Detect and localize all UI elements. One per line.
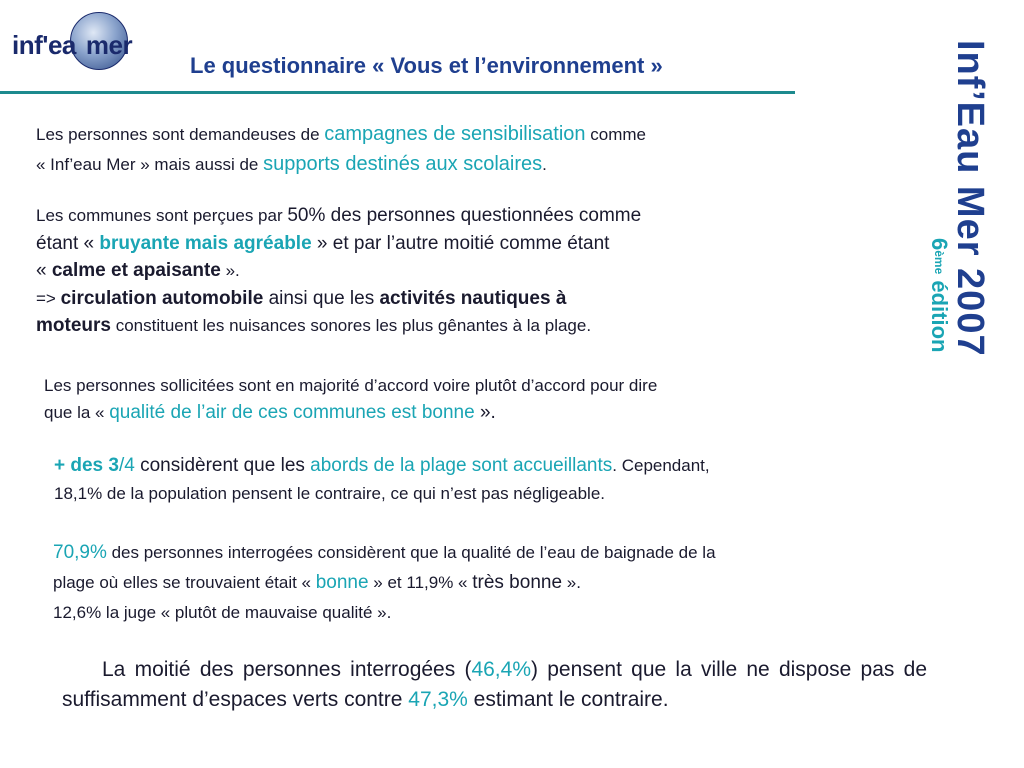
paragraph-air-quality: Les personnes sollicitées sont en majorité d’accord voire plutôt d’accord pour dire que la « qualité de l’air de ces communes est bonne ».	[44, 376, 658, 423]
infeau-mer-logo	[8, 10, 168, 74]
page-title: Le questionnaire « Vous et l’environnement »	[190, 53, 663, 78]
side-banner-title: Inf’Eau Mer 2007	[949, 40, 991, 357]
side-banner-edition: 6ème édition	[927, 238, 952, 353]
paragraph-noise: Les communes sont perçues par 50% des personnes questionnées comme étant « bruyante mais agréable » et par l’autre moitié comme étant « calme et apaisante ». => circulation automobile ainsi que les activités nautiques à moteurs constituent les nuisances sonores les plus gênantes à la plage.	[36, 205, 642, 337]
paragraph-water-quality: 70,9% des personnes interrogées considèrent que la qualité de l’eau de baignade de la plage où elles se trouvaient était « bonne » et 11,9% « très bonne ». 12,6% la juge « plutôt de mauvaise qualité ».	[53, 542, 716, 622]
paragraph-green-spaces: La moitié des personnes interrogées (46,4%) pensent que la ville ne dispose pas de suffisamment d’espaces verts contre 47,3% estimant le contraire.	[62, 658, 927, 712]
paragraph-beach-surroundings: + des 3/4 considèrent que les abords de la plage sont accueillants. Cependant, 18,1% de la population pensent le contraire, ce qui n’est pas négligeable.	[54, 455, 710, 503]
title-divider	[0, 91, 795, 94]
paragraph-campaigns: Les personnes sont demandeuses de campagnes de sensibilisation comme « Inf’eau Mer » mais aussi de supports destinés aux scolaires.	[36, 123, 647, 175]
logo-text: inf'ea mer	[12, 30, 133, 60]
